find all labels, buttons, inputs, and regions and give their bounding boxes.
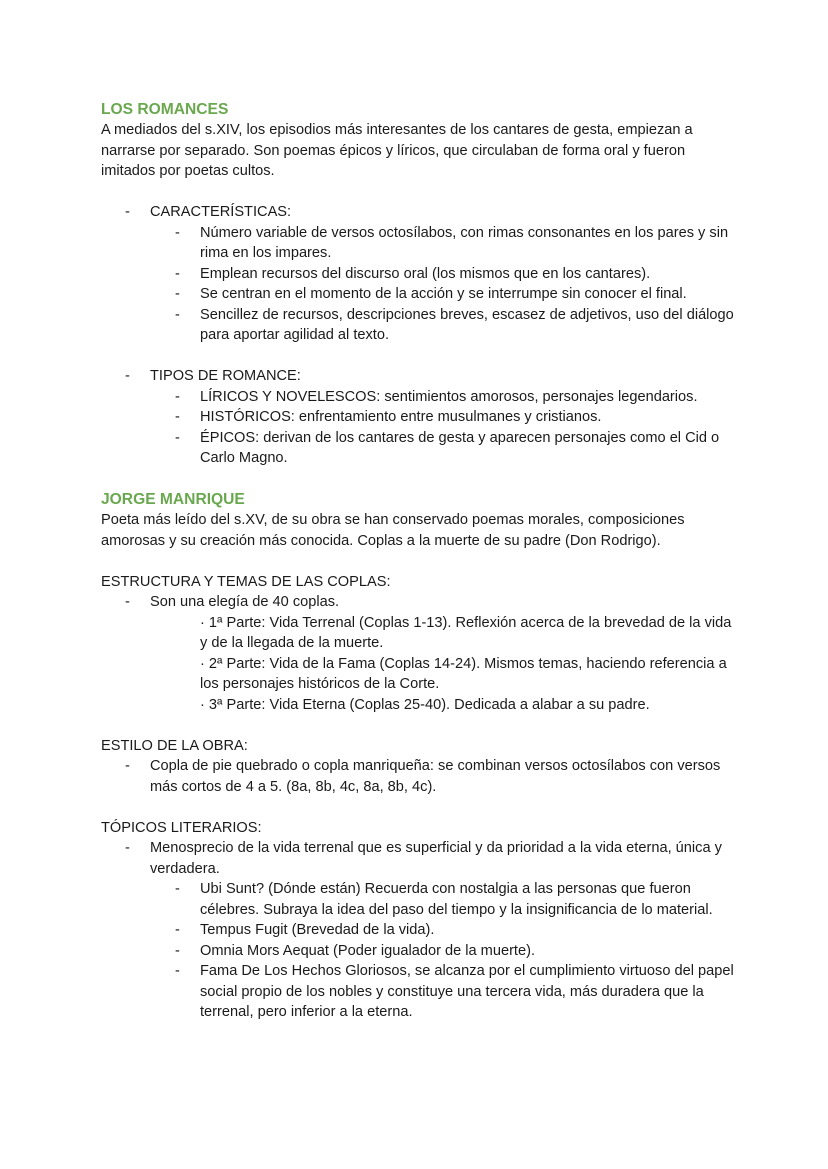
part-2: · 2ª Parte: Vida de la Fama (Coplas 14-24). Mismos temas, haciendo referencia a los personajes históricos de la Corte. xyxy=(200,655,727,692)
tipos-label: TIPOS DE ROMANCE: xyxy=(150,368,301,384)
estilo-list xyxy=(101,756,741,797)
heading-los-romances: LOS ROMANCES xyxy=(101,101,229,118)
list-item xyxy=(101,264,741,285)
estilo-title: ESTILO DE LA OBRA: xyxy=(101,737,248,754)
dash-bullet: - xyxy=(175,429,180,446)
list-item xyxy=(101,407,741,428)
estructura-text: Son una elegía de 40 coplas. xyxy=(150,594,340,610)
topicos-list xyxy=(101,838,741,1023)
topicos-title: TÓPICOS LITERARIOS: xyxy=(101,819,262,836)
topico-text: Menosprecio de la vida terrenal que es superficial y da prioridad a la vida eterna, única y verdadera. xyxy=(150,840,722,877)
dash-bullet: - xyxy=(125,204,130,220)
romances-intro: A mediados del s.XIV, los episodios más interesantes de los cantares de gesta, empiezan a narrarse por separado. Son poemas épicos y líricos, que circulaban de forma oral y fueron imitados por poetas cultos. xyxy=(101,122,693,179)
tipos-list xyxy=(101,366,741,469)
estructura-title: ESTRUCTURA Y TEMAS DE LAS COPLAS: xyxy=(101,573,391,590)
spacer xyxy=(101,469,741,490)
list-item xyxy=(101,920,741,941)
list-item-tipos xyxy=(101,366,741,387)
list-item xyxy=(101,284,741,305)
spacer xyxy=(101,551,741,572)
caracteristica-text: Se centran en el momento de la acción y se interrumpe sin conocer el final. xyxy=(200,286,687,302)
dash-bullet: - xyxy=(175,388,180,405)
list-item xyxy=(101,428,741,469)
caracteristicas-label: CARACTERÍSTICAS: xyxy=(150,204,292,220)
spacer xyxy=(101,182,741,203)
dash-bullet: - xyxy=(175,922,180,938)
dash-bullet: - xyxy=(175,409,180,425)
list-item xyxy=(101,305,741,346)
dash-bullet: - xyxy=(175,942,180,959)
caracteristica-text: Número variable de versos octosílabos, con rimas consonantes en los pares y sin rima en los impares. xyxy=(200,224,729,261)
topico-subtext: Ubi Sunt? (Dónde están) Recuerda con nostalgia a las personas que fueron célebres. Subraya la idea del paso del tiempo y la insignificancia de lo material. xyxy=(200,881,713,918)
list-item xyxy=(101,756,741,797)
tipo-text: ÉPICOS: derivan de los cantares de gesta y aparecen personajes como el Cid o Carlo Magno. xyxy=(200,429,720,466)
spacer xyxy=(101,797,741,818)
dash-bullet: - xyxy=(125,594,130,610)
part-3: · 3ª Parte: Vida Eterna (Coplas 25-40). Dedicada a alabar a su padre. xyxy=(200,696,650,713)
dash-bullet: - xyxy=(125,368,130,384)
heading-jorge-manrique: JORGE MANRIQUE xyxy=(101,491,245,508)
caracteristica-text: Sencillez de recursos, descripciones breves, escasez de adjetivos, uso del diálogo para aportar agilidad al texto. xyxy=(200,306,734,343)
dash-bullet: - xyxy=(175,265,180,282)
tipo-text: LÍRICOS Y NOVELESCOS: sentimientos amorosos, personajes legendarios. xyxy=(200,388,698,405)
document-content xyxy=(101,99,741,1023)
list-item xyxy=(101,961,741,1023)
list-item xyxy=(101,223,741,264)
part-1: · 1ª Parte: Vida Terrenal (Coplas 1-13). Reflexión acerca de la brevedad de la vida y de la llegada de la muerte. xyxy=(200,614,732,651)
list-item xyxy=(101,592,741,613)
list-item xyxy=(101,387,741,408)
estilo-text: Copla de pie quebrado o copla manriqueña: se combinan versos octosílabos con versos más cortos de 4 a 5. (8a, 8b, 4c, 8a, 8b, 4c). xyxy=(150,758,721,795)
dash-bullet: - xyxy=(175,306,180,323)
tipo-text: HISTÓRICOS: enfrentamiento entre musulmanes y cristianos. xyxy=(200,409,602,425)
estructura-list xyxy=(101,592,741,613)
dash-bullet: - xyxy=(175,963,180,979)
topico-subtext: Fama De Los Hechos Gloriosos, se alcanza por el cumplimiento virtuoso del papel social propio de los nobles y constituye una tercera vida, más duradera que la terrenal, pero inferior a la eterna. xyxy=(200,963,734,1020)
manrique-intro: Poeta más leído del s.XV, de su obra se han conservado poemas morales, composiciones amorosas y su creación más conocida. Coplas a la muerte de su padre (Don Rodrigo). xyxy=(101,512,685,549)
romances-list xyxy=(101,202,741,346)
spacer xyxy=(101,715,741,736)
dash-bullet: - xyxy=(125,758,130,774)
spacer xyxy=(101,346,741,367)
caracteristica-text: Emplean recursos del discurso oral (los mismos que en los cantares). xyxy=(200,265,651,282)
list-item xyxy=(101,941,741,962)
list-item xyxy=(101,838,741,879)
dash-bullet: - xyxy=(125,840,130,856)
list-item xyxy=(101,879,741,920)
topico-subtext: Omnia Mors Aequat (Poder igualador de la muerte). xyxy=(200,942,536,959)
topico-subtext: Tempus Fugit (Brevedad de la vida). xyxy=(200,922,435,938)
dash-bullet: - xyxy=(175,881,180,897)
dash-bullet: - xyxy=(175,224,180,241)
list-item-caracteristicas xyxy=(101,202,741,223)
dash-bullet: - xyxy=(175,286,180,302)
